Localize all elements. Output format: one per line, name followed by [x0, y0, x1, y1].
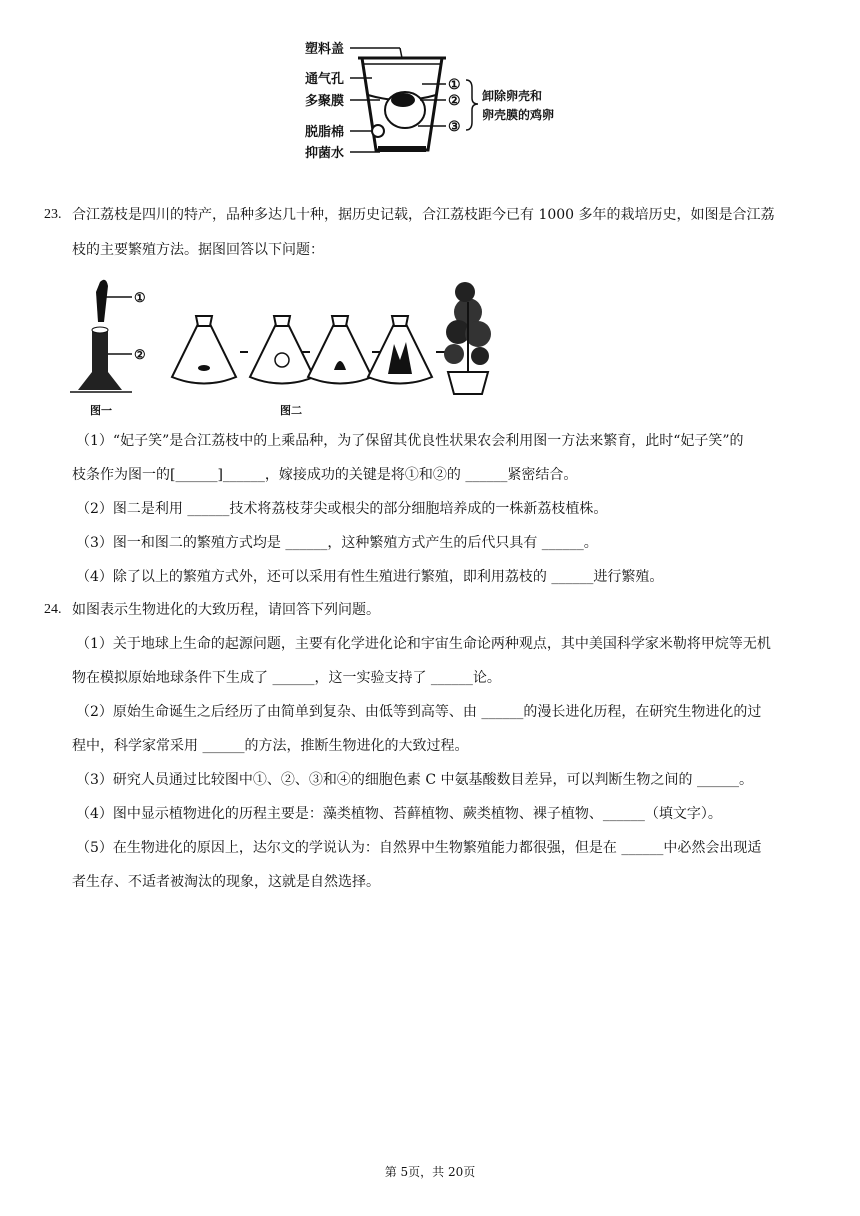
q23-sub3: （3）图一和图二的繁殖方式均是 ______，这种繁殖方式产生的后代只具有 ______。	[76, 535, 598, 551]
q23-number: 23.	[44, 207, 62, 222]
q23-sub4: （4）除了以上的繁殖方式外，还可以采用有性生殖进行繁殖，即利用荔枝的 ______进行繁殖。	[76, 569, 664, 585]
fig1-marker-2: ②	[134, 348, 146, 363]
q24-stem: 如图表示生物进化的大致历程，请回答下列问题。	[72, 602, 380, 618]
egg-culture-diagram	[0, 0, 860, 175]
label-cotton: 脱脂棉	[305, 125, 345, 140]
label-plastic-lid: 塑料盖	[305, 42, 345, 57]
label-air-hole: 通气孔	[305, 72, 345, 87]
fig1-marker-1: ①	[134, 291, 146, 306]
q23-sub1-line1: （1）“妃子笑”是合江荔枝中的上乘品种，为了保留其优良性状果农会利用图一方法来繁育，此时“妃子笑”的	[76, 433, 744, 449]
brace-text-line2: 卵壳膜的鸡卵	[482, 108, 555, 122]
q23-sub2: （2）图二是利用 ______技术将荔枝芽尖或根尖的部分细胞培养成的一株新荔枝植株。	[76, 501, 608, 517]
q24-sub1-line1: （1）关于地球上生命的起源问题，主要有化学进化论和宇宙生命论两种观点，其中美国科学家米勒将甲烷等无机	[76, 636, 771, 652]
q24-sub5-line2: 者生存、不适者被淘汰的现象，这就是自然选择。	[72, 874, 380, 890]
marker-3: ③	[448, 119, 461, 135]
q23-sub1-line2: 枝条作为图一的[______]______，嫁接成功的关键是将①和②的 ______紧密结合。	[72, 467, 578, 483]
q24-sub2-line1: （2）原始生命诞生之后经历了由简单到复杂、由低等到高等、由 ______的漫长进化历程，在研究生物进化的过	[76, 704, 762, 720]
q24-sub1-line2: 物在模拟原始地球条件下生成了 ______，这一实验支持了 ______论。	[72, 670, 501, 686]
marker-1: ①	[448, 77, 461, 93]
q24-number: 24.	[44, 602, 62, 617]
label-polymer-film: 多聚膜	[305, 94, 345, 109]
q24-sub4: （4）图中显示植物进化的历程主要是：藻类植物、苔藓植物、蕨类植物、裸子植物、______（填文字）。	[76, 806, 722, 822]
lychee-propagation-figure	[70, 272, 570, 422]
q23-stem-line2: 枝的主要繁殖方法。据图回答以下问题：	[72, 242, 324, 258]
fig2-caption: 图二	[280, 404, 302, 417]
q23-stem-line1: 合江荔枝是四川的特产，品种多达几十种，据历史记载，合江荔枝距今已有 1000 多年的栽培历史，如图是合江荔	[72, 207, 775, 223]
label-antibacterial-water: 抑菌水	[305, 146, 345, 161]
brace-text-line1: 卸除卵壳和	[482, 89, 543, 103]
q24-sub3: （3）研究人员通过比较图中①、②、③和④的细胞色素 C 中氨基酸数目差异，可以判断生物之间的 ______。	[76, 772, 753, 788]
fig1-caption: 图一	[90, 404, 112, 417]
marker-2: ②	[448, 93, 461, 109]
q24-sub2-line2: 程中，科学家常采用 ______的方法，推断生物进化的大致过程。	[72, 738, 469, 754]
page-footer: 第 5页，共 20页	[384, 1165, 476, 1179]
q24-sub5-line1: （5）在生物进化的原因上，达尔文的学说认为：自然界中生物繁殖能力都很强，但是在 ______中必然会出现适	[76, 840, 762, 856]
